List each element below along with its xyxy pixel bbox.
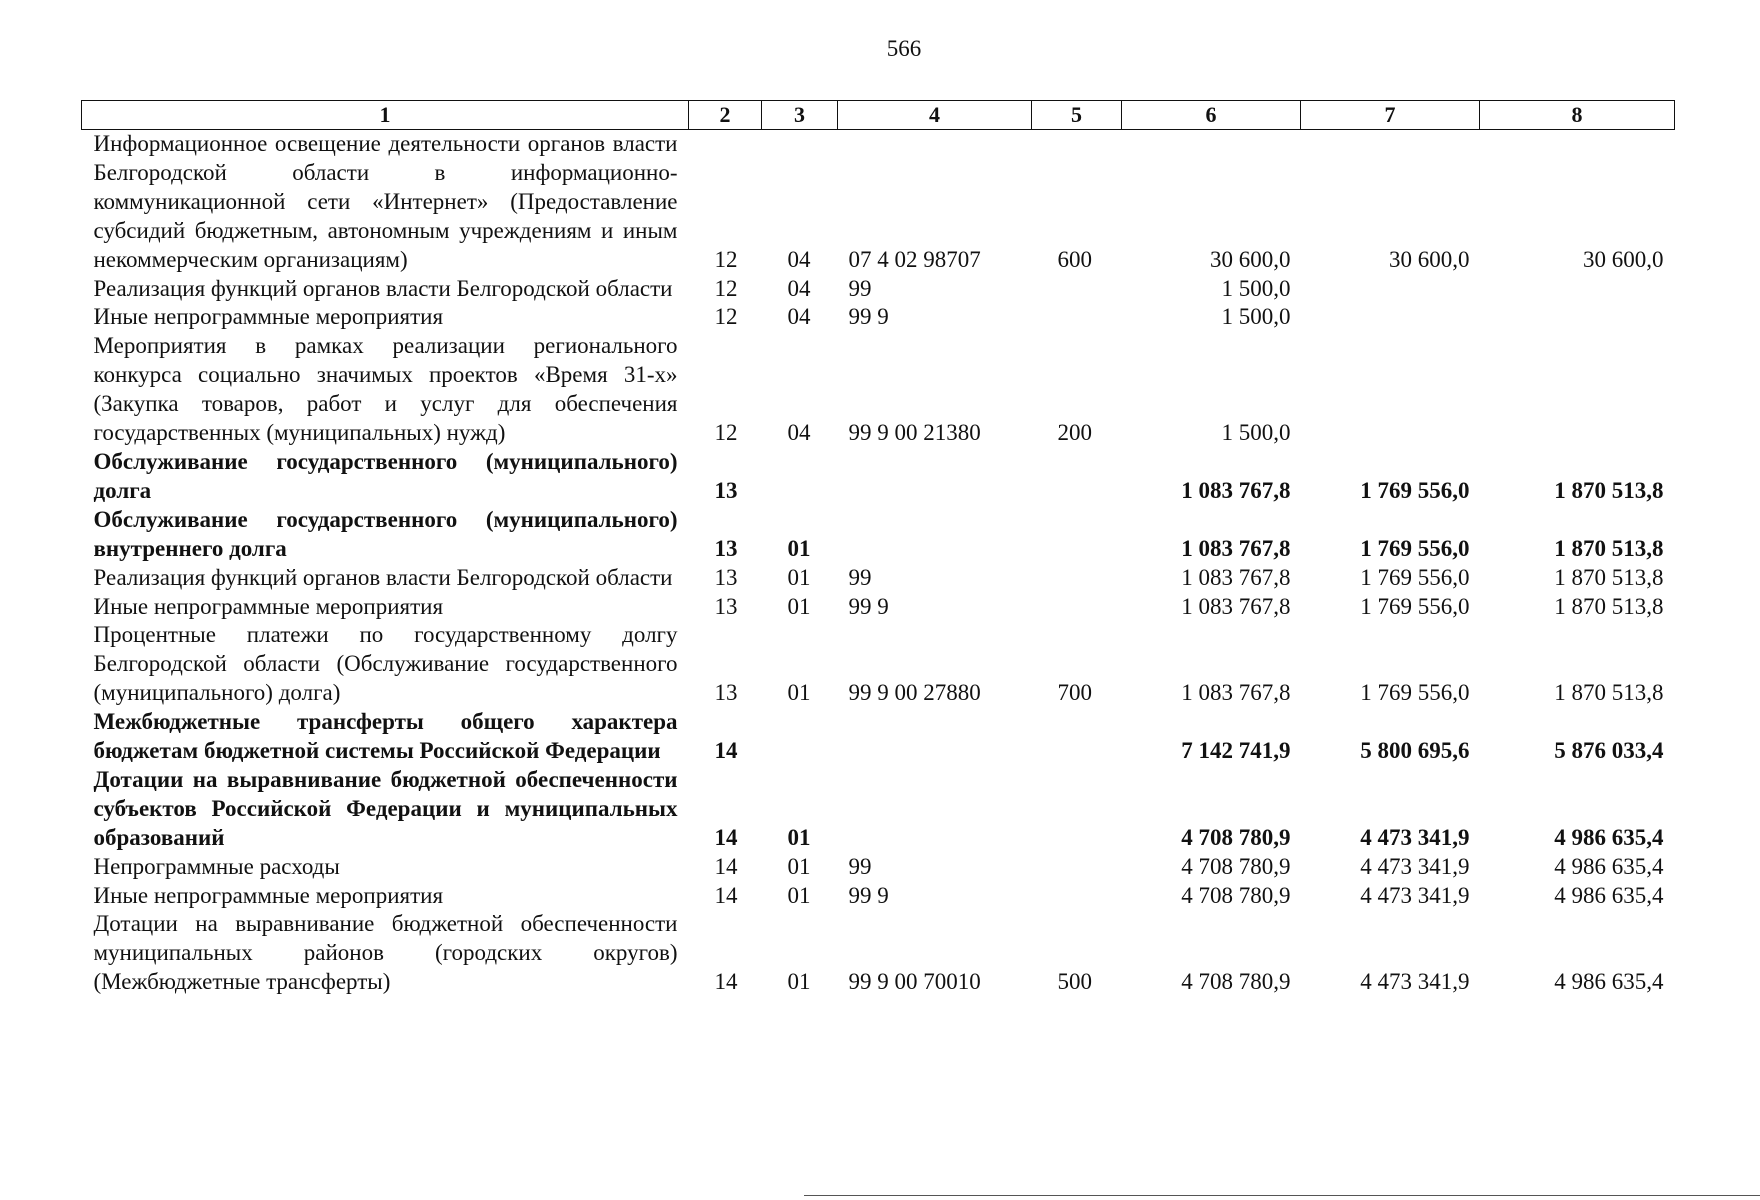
row-amount-col-6: 1 083 767,8	[1181, 477, 1291, 503]
row-expense-type	[1032, 303, 1122, 332]
row-section: 14	[714, 853, 738, 879]
row-amount-col-6: 30 600,0	[1210, 246, 1291, 272]
row-amount-col-8	[1480, 303, 1675, 332]
row-name: Межбюджетные трансферты общего характера бюджетам бюджетной системы Российской Федерации	[93, 709, 678, 764]
table-row	[82, 708, 1675, 766]
row-expense-type	[1032, 593, 1122, 622]
row-amount-col-7: 30 600,0	[1389, 246, 1470, 272]
row-target-article: 99	[848, 275, 872, 301]
row-subsection: 04	[787, 246, 811, 272]
row-subsection: 01	[787, 824, 811, 850]
row-amount-col-6: 1 083 767,8	[1181, 535, 1291, 561]
row-expense-type: 200	[1057, 420, 1092, 446]
row-section: 14	[714, 738, 738, 764]
row-amount-col-8: 1 870 513,8	[1554, 477, 1664, 503]
row-target-article	[838, 448, 1032, 506]
row-amount-col-7	[1301, 332, 1480, 448]
row-target-article	[838, 766, 1032, 853]
row-name: Дотации на выравнивание бюджетной обеспеченности муниципальных районов (городских округов) (Межбюджетные трансферты)	[93, 911, 678, 995]
row-subsection: 04	[787, 420, 811, 446]
row-amount-col-6: 4 708 780,9	[1181, 969, 1291, 995]
row-amount-col-7: 4 473 341,9	[1360, 824, 1470, 850]
row-amount-col-6: 1 500,0	[1221, 304, 1291, 330]
row-subsection: 01	[787, 680, 811, 706]
budget-table	[81, 100, 1675, 997]
table-row	[82, 910, 1675, 997]
row-amount-col-8: 1 870 513,8	[1554, 564, 1664, 590]
table-header	[82, 101, 1675, 130]
row-target-article: 99 9 00 21380	[848, 420, 981, 446]
row-amount-col-8	[1480, 275, 1675, 304]
row-subsection: 04	[787, 304, 811, 330]
header-col-2: 2	[689, 101, 762, 130]
row-name: Иные непрограммные мероприятия	[93, 593, 444, 619]
row-section: 13	[714, 477, 738, 503]
row-target-article: 99 9	[848, 304, 889, 330]
row-name: Реализация функций органов власти Белгородской области	[93, 564, 673, 590]
row-name: Реализация функций органов власти Белгородской области	[93, 275, 673, 301]
row-amount-col-7: 1 769 556,0	[1360, 593, 1470, 619]
row-expense-type: 700	[1057, 680, 1092, 706]
row-name: Иные непрограммные мероприятия	[93, 882, 444, 908]
row-section: 13	[714, 564, 738, 590]
row-amount-col-8: 5 876 033,4	[1554, 738, 1664, 764]
header-row	[82, 101, 1675, 130]
row-amount-col-8: 1 870 513,8	[1554, 593, 1664, 619]
row-target-article: 99 9 00 27880	[848, 680, 981, 706]
row-subsection: 01	[787, 969, 811, 995]
row-amount-col-7	[1301, 275, 1480, 304]
row-section: 12	[714, 420, 738, 446]
row-amount-col-7: 1 769 556,0	[1360, 680, 1470, 706]
row-target-article	[838, 506, 1032, 564]
row-amount-col-7: 5 800 695,6	[1360, 738, 1470, 764]
row-section: 14	[714, 882, 738, 908]
row-amount-col-8: 4 986 635,4	[1554, 824, 1664, 850]
table-row	[82, 448, 1675, 506]
row-amount-col-6: 1 083 767,8	[1181, 593, 1291, 619]
row-amount-col-7: 1 769 556,0	[1360, 477, 1470, 503]
row-expense-type	[1032, 564, 1122, 593]
row-name: Обслуживание государственного (муниципального) внутреннего долга	[93, 506, 678, 561]
row-subsection: 01	[787, 882, 811, 908]
bottom-rule	[804, 1195, 1760, 1196]
row-section: 12	[714, 275, 738, 301]
header-col-4: 4	[838, 101, 1032, 130]
row-section: 12	[714, 304, 738, 330]
row-name: Иные непрограммные мероприятия	[93, 304, 444, 330]
row-amount-col-8: 4 986 635,4	[1554, 969, 1664, 995]
row-name: Информационное освещение деятельности органов власти Белгородской области в информационно-коммуникационной сети «Интернет» (Предоставление субсидий бюджетным, автономным учреждениям и иным некоммерческим организациям)	[93, 131, 678, 272]
row-expense-type: 500	[1057, 969, 1092, 995]
row-amount-col-8: 30 600,0	[1583, 246, 1664, 272]
row-expense-type	[1032, 766, 1122, 853]
row-expense-type	[1032, 882, 1122, 911]
row-section: 14	[714, 824, 738, 850]
row-amount-col-7	[1301, 303, 1480, 332]
row-amount-col-7: 4 473 341,9	[1360, 853, 1470, 879]
row-amount-col-6: 7 142 741,9	[1181, 738, 1291, 764]
row-expense-type	[1032, 708, 1122, 766]
row-expense-type	[1032, 448, 1122, 506]
row-target-article: 99 9 00 70010	[848, 969, 981, 995]
row-subsection: 01	[787, 593, 811, 619]
row-subsection	[762, 708, 838, 766]
row-name: Непрограммные расходы	[93, 853, 340, 879]
header-col-8: 8	[1480, 101, 1675, 130]
row-amount-col-6: 4 708 780,9	[1181, 824, 1291, 850]
row-amount-col-6: 1 500,0	[1221, 420, 1291, 446]
table-row	[82, 853, 1675, 882]
row-subsection	[762, 448, 838, 506]
row-expense-type	[1032, 506, 1122, 564]
row-subsection: 01	[787, 564, 811, 590]
row-amount-col-8: 4 986 635,4	[1554, 882, 1664, 908]
table-row	[82, 621, 1675, 708]
row-expense-type: 600	[1057, 246, 1092, 272]
row-target-article: 99 9	[848, 593, 889, 619]
row-amount-col-8: 4 986 635,4	[1554, 853, 1664, 879]
row-amount-col-6: 4 708 780,9	[1181, 882, 1291, 908]
row-section: 13	[714, 535, 738, 561]
row-target-article	[838, 708, 1032, 766]
row-amount-col-6: 1 083 767,8	[1181, 564, 1291, 590]
header-col-1: 1	[82, 101, 689, 130]
table-row	[82, 882, 1675, 911]
table-row	[82, 593, 1675, 622]
header-col-5: 5	[1032, 101, 1122, 130]
row-name: Дотации на выравнивание бюджетной обеспеченности субъектов Российской Федерации и муниципальных образований	[93, 766, 678, 850]
row-target-article: 99	[848, 853, 872, 879]
row-expense-type	[1032, 853, 1122, 882]
row-amount-col-6: 1 083 767,8	[1181, 680, 1291, 706]
row-amount-col-8: 1 870 513,8	[1554, 535, 1664, 561]
row-amount-col-6: 1 500,0	[1221, 275, 1291, 301]
row-amount-col-7: 4 473 341,9	[1360, 882, 1470, 908]
table-row	[82, 130, 1675, 275]
row-target-article: 99	[848, 564, 872, 590]
row-name: Мероприятия в рамках реализации регионального конкурса социально значимых проектов «Время 31-х» (Закупка товаров, работ и услуг для обеспечения государственных (муниципальных) нужд)	[93, 333, 678, 446]
row-subsection: 01	[787, 535, 811, 561]
row-target-article: 99 9	[848, 882, 889, 908]
row-expense-type	[1032, 275, 1122, 304]
table-row	[82, 564, 1675, 593]
row-amount-col-7: 1 769 556,0	[1360, 535, 1470, 561]
header-col-3: 3	[762, 101, 838, 130]
table-row	[82, 506, 1675, 564]
row-amount-col-7: 4 473 341,9	[1360, 969, 1470, 995]
table-row	[82, 332, 1675, 448]
row-amount-col-7: 1 769 556,0	[1360, 564, 1470, 590]
row-amount-col-6: 4 708 780,9	[1181, 853, 1291, 879]
row-section: 12	[714, 246, 738, 272]
row-target-article: 07 4 02 98707	[848, 246, 981, 272]
row-section: 13	[714, 680, 738, 706]
table-row	[82, 766, 1675, 853]
header-col-7: 7	[1301, 101, 1480, 130]
row-subsection: 04	[787, 275, 811, 301]
row-subsection: 01	[787, 853, 811, 879]
row-section: 14	[714, 969, 738, 995]
table-row	[82, 303, 1675, 332]
row-amount-col-8	[1480, 332, 1675, 448]
table-body	[82, 130, 1675, 998]
page-number: 566	[886, 36, 922, 61]
table-row	[82, 275, 1675, 304]
row-name: Процентные платежи по государственному долгу Белгородской области (Обслуживание государственного (муниципального) долга)	[93, 622, 678, 706]
row-amount-col-8: 1 870 513,8	[1554, 680, 1664, 706]
header-col-6: 6	[1122, 101, 1301, 130]
row-section: 13	[714, 593, 738, 619]
row-name: Обслуживание государственного (муниципального) долга	[93, 448, 678, 503]
